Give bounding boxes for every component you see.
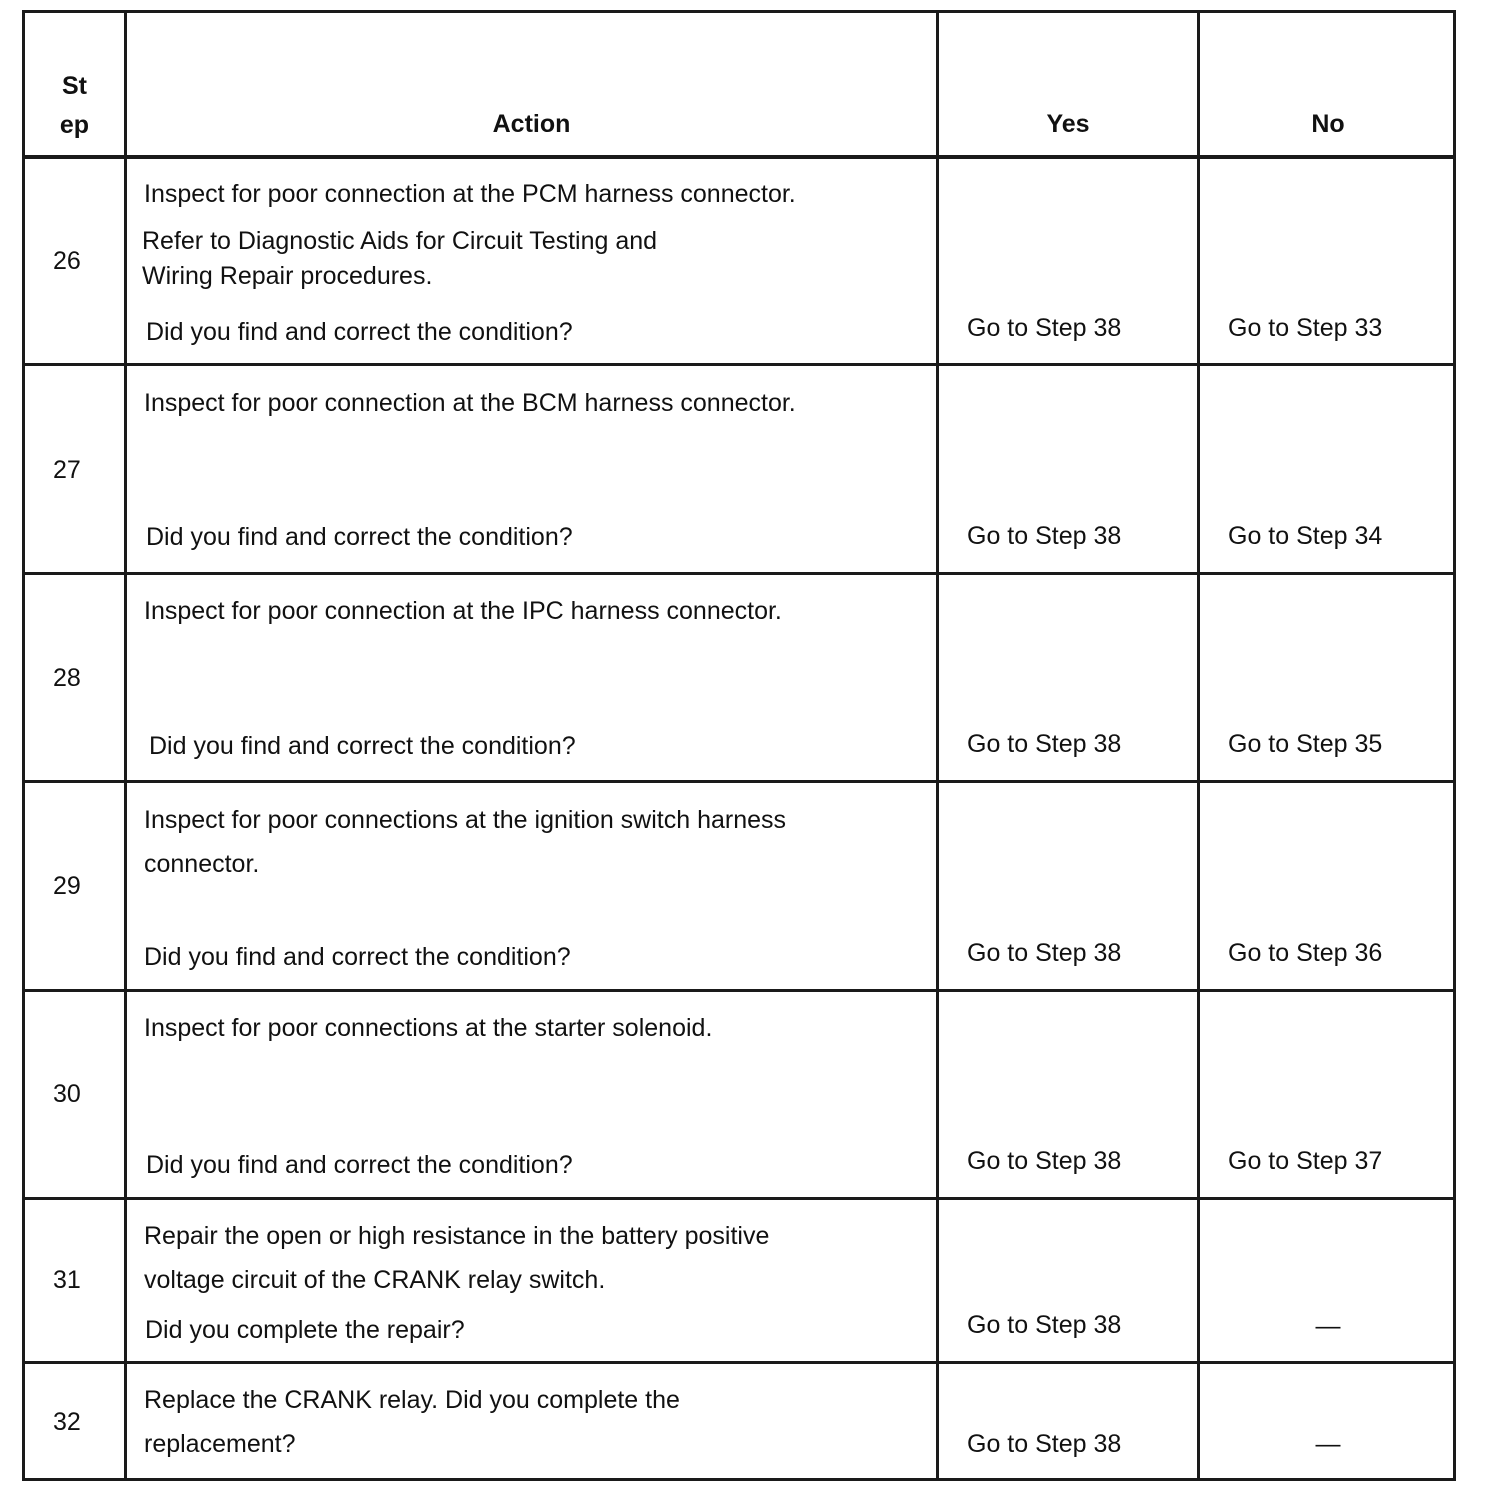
row-divider [25,572,1453,575]
no-result: Go to Step 33 [1228,314,1383,342]
yes-result: Go to Step 38 [967,1147,1122,1175]
step-number: 30 [53,1080,81,1108]
no-result: — [1315,1312,1341,1340]
action-question: Did you find and correct the condition? [144,943,571,971]
action-text: Repair the open or high resistance in the battery positive [144,1222,770,1250]
row-divider [25,1361,1453,1364]
column-divider [1197,13,1200,1478]
action-text: voltage circuit of the CRANK relay switch. [144,1266,606,1294]
header-yes: Yes [1046,110,1090,138]
row-divider [25,1197,1453,1200]
no-result: — [1315,1430,1341,1458]
step-number: 27 [53,456,81,484]
diagnostic-table [22,10,1456,1481]
step-number: 32 [53,1408,81,1436]
action-text: Refer to Diagnostic Aids for Circuit Testing and [142,227,658,255]
action-text: Inspect for poor connection at the IPC harness connector. [144,597,782,625]
action-text: Inspect for poor connections at the ignition switch harness [144,806,787,834]
action-question: Did you find and correct the condition? [146,318,573,346]
action-question: Did you complete the repair? [145,1316,465,1344]
action-text: connector. [144,850,260,878]
step-number: 26 [53,247,81,275]
no-result: Go to Step 36 [1228,939,1383,967]
header-divider [25,155,1453,159]
step-number: 28 [53,664,81,692]
column-divider [936,13,939,1478]
step-number: 29 [53,872,81,900]
no-result: Go to Step 35 [1228,730,1383,758]
action-text: Inspect for poor connection at the PCM harness connector. [144,180,796,208]
yes-result: Go to Step 38 [967,314,1122,342]
action-question: Did you find and correct the condition? [149,732,576,760]
yes-result: Go to Step 38 [967,730,1122,758]
row-divider [25,363,1453,366]
row-divider [25,780,1453,783]
action-text: Wiring Repair procedures. [142,262,433,290]
yes-result: Go to Step 38 [967,1430,1122,1458]
step-number: 31 [53,1266,81,1294]
yes-result: Go to Step 38 [967,939,1122,967]
action-question: Did you find and correct the condition? [146,523,573,551]
no-result: Go to Step 34 [1228,522,1383,550]
yes-result: Go to Step 38 [967,522,1122,550]
action-text: replacement? [144,1430,296,1458]
row-divider [25,989,1453,992]
header-no: No [1311,110,1345,138]
no-result: Go to Step 37 [1228,1147,1383,1175]
action-text: Inspect for poor connections at the starter solenoid. [144,1014,713,1042]
action-text: Inspect for poor connection at the BCM harness connector. [144,389,796,417]
header-step-line2: ep [59,111,90,139]
column-divider [124,13,127,1478]
action-question: Did you find and correct the condition? [146,1151,573,1179]
action-text: Replace the CRANK relay. Did you complete the [144,1386,680,1414]
header-action: Action [492,110,571,138]
header-step-line1: St [62,72,87,100]
yes-result: Go to Step 38 [967,1311,1122,1339]
